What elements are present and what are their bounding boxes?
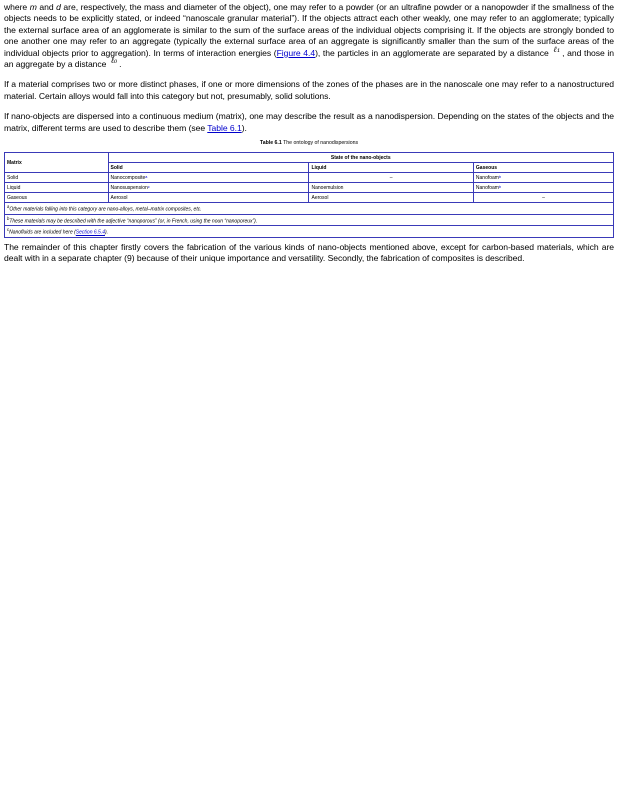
paragraph-powder: where m and d are, respectively, the mass and diameter of the object), one may refer to a powder (or an ultrafine powder or a nanopowder if the smallness of the objects needs to be explicitly stated, or indeed “nanoscale granular material”). If the objects attract each other weakly, one may refer to an agglomerate; typically the external surface area of an agglomerate is similar to the sum of the surface areas of the individual objects comprising it. If the objects are strongly bonded to one another one may refer to an aggregate (typically the external surface area of an aggregate is significantly smaller than the sum of the surface areas of the individual objects prior to aggregation). In terms of interaction energies (Figure 4.4), the particles in an agglomerate are separated by a distance ℓ₁ , and those in an aggregate by a distance ℓ₀ . (4, 2, 614, 70)
col-solid-header: Solid (108, 163, 309, 173)
col-liquid-header: Liquid (309, 163, 473, 173)
table-footnote-b: $^b$These materials may be described with the adjective “nanoporous” (or, in French, using the noun “nanoporeux”). (5, 214, 614, 226)
table-footnote-a: $^a$Other materials falling into this category are nano-alloys, metal–matrix composites, etc. (5, 203, 614, 215)
state-header: State of the nano-objects (108, 153, 613, 163)
symbol-ell-zero: ℓ₀ (110, 56, 118, 66)
section-6-5-4-link[interactable]: Section 6.5.4 (75, 230, 105, 237)
matrix-header: Matrix (5, 153, 109, 173)
table-footnote-c: $^c$Nanofluids are included here (Section 6.5.4). (5, 226, 614, 238)
footnote-ref[interactable]: b (498, 184, 502, 189)
figure-4-4-link[interactable]: Figure 4.4 (276, 47, 316, 58)
paragraph-nanostructured: If a material comprises two or more distinct phases, if one or more dimensions of the zones of the phases are in the nanoscale one may refer to a nanostructured material. Certain alloys would fall into this category but not, presumably, solid solutions. (4, 79, 614, 101)
symbol-ell-one: ℓ₁ (553, 44, 561, 54)
ontology-table (4, 152, 614, 238)
ontology-table-wrapper (4, 152, 614, 238)
paragraph-nanodispersion: If nano-objects are dispersed into a continuous medium (matrix), one may describe the result as a nanodispersion. Depending on the states of the objects and the matrix, different terms are used to describe them (see Table 6.1). (4, 111, 614, 133)
footnote-ref[interactable]: b (498, 174, 502, 179)
table-caption: Table 6.1 The ontology of nanodispersions (259, 140, 359, 147)
table-row: Liquid Nanosuspension$^c$ Nanoemulsion Nanofoam$^b$ (5, 183, 614, 193)
table-row: Gaseous Aerosol Aerosol – (5, 193, 614, 203)
col-gaseous-header: Gaseous (473, 163, 613, 173)
footnote-ref[interactable]: c (147, 184, 150, 189)
var-d: d (56, 2, 61, 12)
table-header-row (5, 153, 614, 163)
table-row: Solid Nanocomposite$^a$ – Nanofoam$^b$ (5, 173, 614, 183)
var-m: m (29, 2, 37, 12)
table-6-1-link[interactable]: Table 6.1 (207, 122, 242, 133)
footnote-ref[interactable]: a (145, 174, 148, 179)
document-page (0, 0, 617, 265)
paragraph-remainder: The remainder of this chapter firstly covers the fabrication of the various kinds of nano-objects mentioned above, except for carbon-based materials, which are dealt with in a separate chapter (9) because of their unique importance and versatility. Secondly, the fabrication of composites is described. (4, 242, 614, 264)
